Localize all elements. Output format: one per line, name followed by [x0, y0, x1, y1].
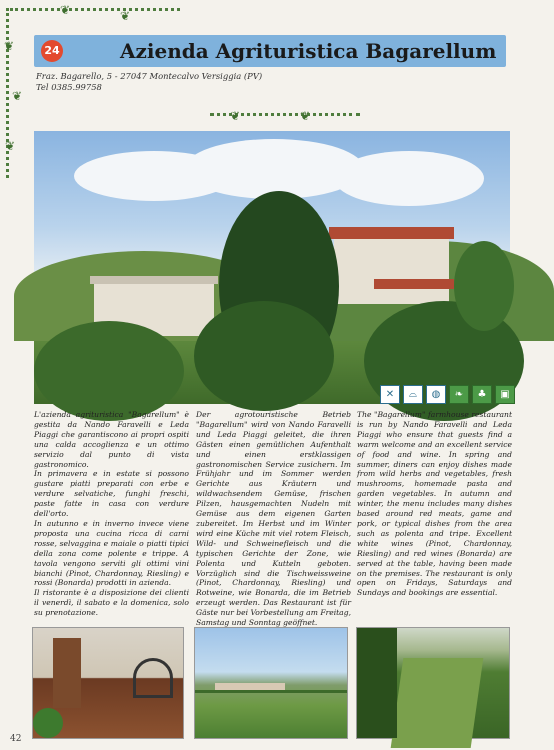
- vineyard-photo: [356, 627, 510, 739]
- title-bar: [34, 35, 506, 67]
- address-line: Fraz. Bagarello, 5 - 27047 Montecalvo Versiggia (PV): [36, 71, 263, 81]
- service-icon-row: [380, 385, 515, 403]
- leaf-icon: ❦: [5, 139, 16, 153]
- cross-icon: ✕: [380, 385, 400, 404]
- paragraph: In autunno e in inverno invece viene proposta una cucina ricca di carni rosse, selvaggina e maiale o piatti tipici della zona come polente e trippe. A tavola vengono serviti gli ottimi vini bianchi (Pinot, Chardonnay, Riesling) e rossi (Bonarda) prodotti in azienda.: [34, 518, 189, 588]
- paragraph: The "Bagarellum" farmhouse restaurant is run by Nando Faravelli and Leda Piaggi who ensure that guests find a warm welcome and an excellent service of food and wine. In spring and summer, diners can enjoy dishes made from wild herbs and vegetables, fresh mushrooms, homemade pasta and garden vegetables. In autumn and winter, the menu includes many dishes based around red meats, game and pork, or typical dishes from the area such as polenta and tripe. Excellent white wines (Pinot, Chardonnay, Riesling) and red wines (Bonarda) are served at the table, having been made on the premises. The restaurant is only open on Fridays, Saturdays and Sundays and bookings are essential.: [357, 410, 512, 598]
- paragraph: Il ristorante è a disposizione dei clienti il venerdì, il sabato e la domenica, solo su prenotazione.: [34, 588, 189, 618]
- german-text-column: [196, 410, 351, 628]
- paragraph: L'azienda agrituristica "Bagarellum" è gestita da Nando Faravelli e Leda Piaggi che garantiscono ai propri ospiti una calda accoglienza e un ottimo servizio dal punto di vista gastronomico.: [34, 410, 189, 469]
- italian-text-column: [34, 410, 189, 620]
- leaf-icon: ❦: [12, 89, 23, 103]
- leaf-icon: ❦: [120, 9, 131, 23]
- page-title: Azienda Agrituristica Bagarellum: [120, 39, 497, 63]
- leaf-icon: ❦: [60, 3, 71, 17]
- tree-icon: ♣: [472, 385, 492, 404]
- phone-line: Tel 0385.99758: [36, 82, 102, 92]
- vine-decoration-top: [10, 8, 180, 21]
- paragraph: Der agrotouristische Betrieb "Bagarellum" wird von Nando Faravelli und Leda Piaggi geleitet, die ihren Gästen einen gemütlichen Aufenthalt und einen erstklassigen gastronomischen Service zusichern. Im Frühjahr und im Sommer werden Gerichte aus Kräutern und wildwachsendem Gemüse, frischen Pilzen, hausgemachten Nudeln mit Gemüse aus dem eigenen Garten zubereitet. Im Herbst und im Winter wird eine Küche mit viel rotem Fleisch, Wild- und Schweinefleisch und die typischen Gerichte der Zone, wie Polenta und Kutteln geboten. Vorzüglich sind die Tischweissweine (Pinot, Chardonnay, Riesling) und Rotweine, wie Bonarda, die im Betrieb erzeugt werden. Das Restaurant ist für Gäste nur bei Vorbestellung am Freitag, Samstag und Sonntag geöffnet.: [196, 410, 351, 628]
- entry-number-badge: 24: [41, 40, 63, 62]
- address-block: [36, 71, 336, 93]
- dish-icon: ⌓: [403, 385, 423, 404]
- interior-photo: [32, 627, 184, 739]
- square-icon: ▣: [495, 385, 515, 404]
- landscape-photo: [194, 627, 348, 739]
- leaf-icon: ❧: [449, 385, 469, 404]
- leaf-icon: ❦: [230, 109, 241, 123]
- fork-plate-icon: ◍: [426, 385, 446, 404]
- paragraph: In primavera e in estate si possono gustare piatti preparati con erbe e verdure selvatiche, funghi freschi, paste fatte in casa con verdure dell'orto.: [34, 469, 189, 519]
- leaf-icon: ❦: [4, 39, 15, 53]
- english-text-column: [357, 410, 512, 620]
- farmhouse-photo: [34, 131, 510, 404]
- leaf-icon: ❦: [300, 109, 311, 123]
- page-number: 42: [10, 734, 22, 744]
